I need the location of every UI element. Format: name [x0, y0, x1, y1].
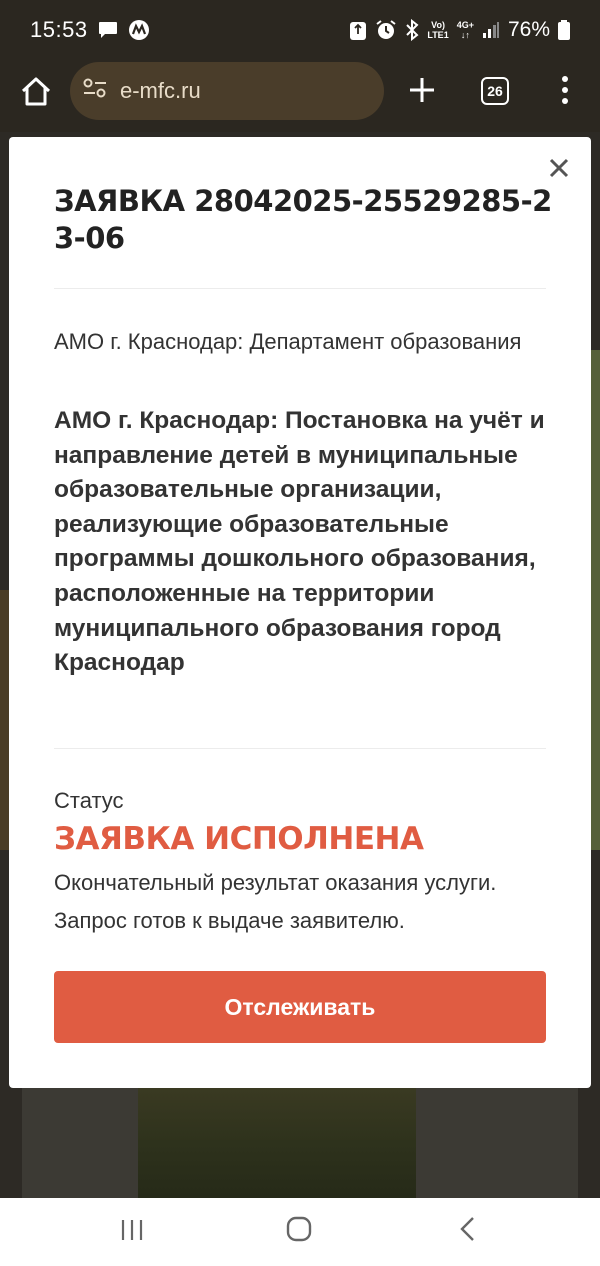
message-icon [98, 21, 118, 39]
battery-icon [558, 20, 570, 40]
bluetooth-icon [405, 19, 419, 41]
home-nav-icon[interactable] [286, 1216, 312, 1242]
tab-count: 26 [487, 83, 503, 99]
browser-toolbar [0, 60, 600, 132]
network-type: Vo) LTE1 [427, 20, 449, 40]
back-icon[interactable] [458, 1216, 478, 1242]
close-icon[interactable] [548, 157, 570, 179]
status-time: 15:53 [30, 17, 88, 42]
service-name: АМО г. Краснодар: Постановка на учёт и направление детей в муниципальные образовательные организации, реализующие образовательные программы дошкольного образования, расположенные на территории муниципального образования город Краснодар [54, 407, 545, 677]
recycle-icon [349, 19, 367, 41]
status-bar [0, 0, 600, 60]
tabs-icon[interactable] [481, 77, 509, 105]
battery-percent: 76% [507, 18, 550, 41]
more-vert-icon[interactable] [556, 74, 574, 106]
alarm-icon [375, 19, 397, 41]
signal-icon [482, 21, 500, 39]
track-button[interactable]: Отслеживать [54, 971, 546, 1043]
plus-icon[interactable] [406, 74, 438, 106]
system-nav-bar [0, 1198, 600, 1266]
application-modal [9, 137, 591, 1088]
signal-type: 4G+ ↓↑ [456, 20, 474, 40]
department-name: АМО г. Краснодар: Департамент образования [54, 329, 522, 354]
background-image [138, 1088, 416, 1198]
url-text[interactable]: e-mfc.ru [120, 78, 201, 103]
status-description: Окончательный результат оказания услуги. Запрос готов к выдаче заявителю. [54, 870, 497, 933]
app-m-icon [128, 19, 150, 41]
status-value: ЗАЯВКА ИСПОЛНЕНА [54, 821, 424, 857]
status-label: Статус [54, 788, 124, 813]
divider [54, 288, 546, 289]
home-icon[interactable] [18, 74, 54, 110]
background-strip-left [22, 1088, 138, 1198]
modal-title: ЗАЯВКА 28042025-25529285-23-06 [54, 184, 552, 255]
background-panel-right [590, 350, 600, 850]
site-settings-icon[interactable] [82, 77, 108, 105]
divider [54, 748, 546, 749]
background-strip-right [416, 1088, 578, 1198]
recent-apps-icon[interactable] [120, 1218, 144, 1242]
address-bar[interactable] [70, 62, 384, 120]
